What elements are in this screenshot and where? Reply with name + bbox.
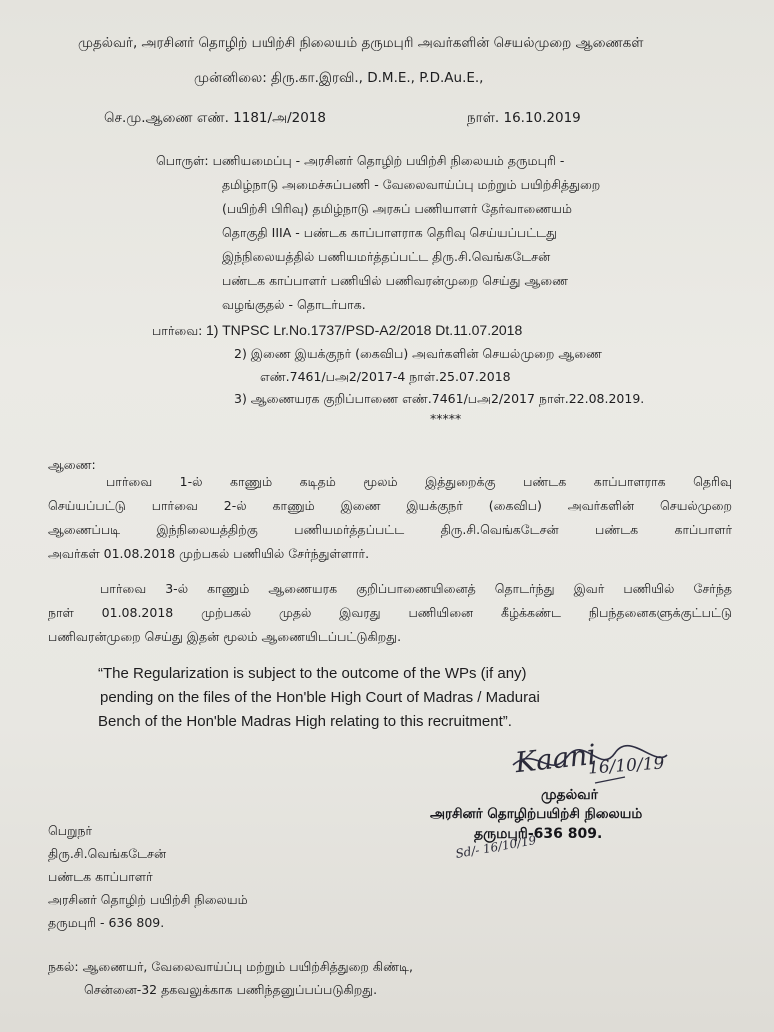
signatory-institute: அரசினர் தொழிற்பயிற்சி நிலையம் bbox=[430, 806, 643, 822]
initial-scribble: Sd/- 16/10/19 bbox=[454, 833, 538, 861]
subject-line: பண்டக காப்பாளர் பணியில் பணிவரன்முறை செய்து ஆணை bbox=[222, 273, 568, 288]
order-para2-line: பணிவரன்முறை செய்து இதன் மூலம் ஆணையிடப்பட்டுகிறது. bbox=[48, 629, 402, 644]
order-para1-line: ஆணைப்படி இந்நிலையத்திற்கு பணியமர்த்தப்பட்ட திரு.சி.வெங்கடேசன் பண்டக காப்பாளர் bbox=[48, 522, 732, 537]
reference-item: 2) இணை இயக்குநர் (கைவிப) அவர்களின் செயல்முறை ஆணை bbox=[234, 346, 602, 361]
signature-stroke bbox=[505, 735, 675, 795]
copy-line: சென்னை-32 தகவலுக்காக பணிந்தனுப்பப்படுகிறது. bbox=[84, 982, 378, 997]
order-date: நாள். 16.10.2019 bbox=[467, 110, 581, 126]
recipient-line: பண்டக காப்பாளர் bbox=[48, 869, 153, 884]
references-separator: ***** bbox=[430, 411, 462, 426]
order-number: செ.மு.ஆணை எண். 1181/அ/2018 bbox=[104, 110, 326, 126]
recipient-label: பெறுநர் bbox=[48, 823, 93, 838]
condition-quote-line: pending on the files of the Hon'ble High Court of Madras / Madurai bbox=[100, 689, 540, 706]
condition-quote-line: Bench of the Hon'ble Madras High relating to this recruitment”. bbox=[98, 713, 512, 730]
order-para1-line: செய்யப்பட்டு பார்வை 2-ல் காணும் இணை இயக்குநர் (கைவிப) அவர்களின் செயல்முறை bbox=[48, 498, 732, 513]
order-para2-line: நாள் 01.08.2018 முற்பகல் முதல் இவரது பணியினை கீழ்க்கண்ட நிபந்தனைகளுக்குட்பட்டு bbox=[48, 605, 732, 620]
signatory-designation: முதல்வர் bbox=[541, 787, 598, 803]
reference-item: 1) TNPSC Lr.No.1737/PSD-A2/2018 Dt.11.07.2018 bbox=[206, 322, 523, 338]
references-label: பார்வை: bbox=[152, 323, 203, 338]
copy-line: நகல்: ஆணையர், வேலைவாய்ப்பு மற்றும் பயிற்சித்துறை கிண்டி, bbox=[48, 959, 413, 974]
recipient-line: தருமபுரி - 636 809. bbox=[48, 915, 165, 930]
order-para2-line: பார்வை 3-ல் காணும் ஆணையரக குறிப்பாணையினைத் தொடர்ந்து இவர் பணியில் சேர்ந்த bbox=[100, 581, 732, 596]
signature-scribble: Kaani bbox=[513, 737, 598, 780]
recipient-line: திரு.சி.வெங்கடேசன் bbox=[48, 846, 167, 861]
document-title: முதல்வர், அரசினர் தொழிற் பயிற்சி நிலையம் தருமபுரி அவர்களின் செயல்முறை ஆணைகள் bbox=[78, 35, 644, 51]
subject-line: வழங்குதல் - தொடர்பாக. bbox=[222, 297, 366, 312]
subject-line: தமிழ்நாடு அமைச்சுப்பணி - வேலைவாய்ப்பு மற்றும் பயிற்சித்துறை bbox=[222, 177, 601, 192]
reference-item: 3) ஆணையரக குறிப்பாணை எண்.7461/பஅ2/2017 நாள்.22.08.2019. bbox=[234, 391, 645, 406]
presence-line: முன்னிலை: திரு.கா.இரவி., D.M.E., P.D.Au.E., bbox=[194, 70, 484, 86]
signatory-place: தருமபுரி-636 809. bbox=[474, 826, 603, 842]
order-label: ஆணை: bbox=[48, 457, 96, 472]
subject-line: இந்நிலையத்தில் பணியமர்த்தப்பட்ட திரு.சி.வெங்கடேசன் bbox=[222, 249, 551, 264]
subject-line: தொகுதி IIIA - பண்டக காப்பாளராக தெரிவு செய்யப்பட்டது bbox=[222, 225, 557, 240]
subject-line: (பயிற்சி பிரிவு) தமிழ்நாடு அரசுப் பணியாளர் தேர்வாணையம் bbox=[222, 201, 572, 216]
order-para1-line: பார்வை 1-ல் காணும் கடிதம் மூலம் இத்துறைக்கு பண்டக காப்பாளராக தெரிவு bbox=[106, 474, 732, 489]
order-para1-line: அவர்கள் 01.08.2018 முற்பகல் பணியில் சேர்ந்துள்ளார். bbox=[48, 546, 370, 561]
subject-line: பொருள்: பணியமைப்பு - அரசினர் தொழிற் பயிற்சி நிலையம் தருமபுரி - bbox=[156, 153, 565, 168]
recipient-line: அரசினர் தொழிற் பயிற்சி நிலையம் bbox=[48, 892, 248, 907]
signature-date-scribble: 16/10/19 bbox=[587, 753, 665, 779]
reference-item: எண்.7461/பஅ2/2017-4 நாள்.25.07.2018 bbox=[260, 369, 511, 384]
condition-quote-line: “The Regularization is subject to the outcome of the WPs (if any) bbox=[98, 665, 527, 682]
